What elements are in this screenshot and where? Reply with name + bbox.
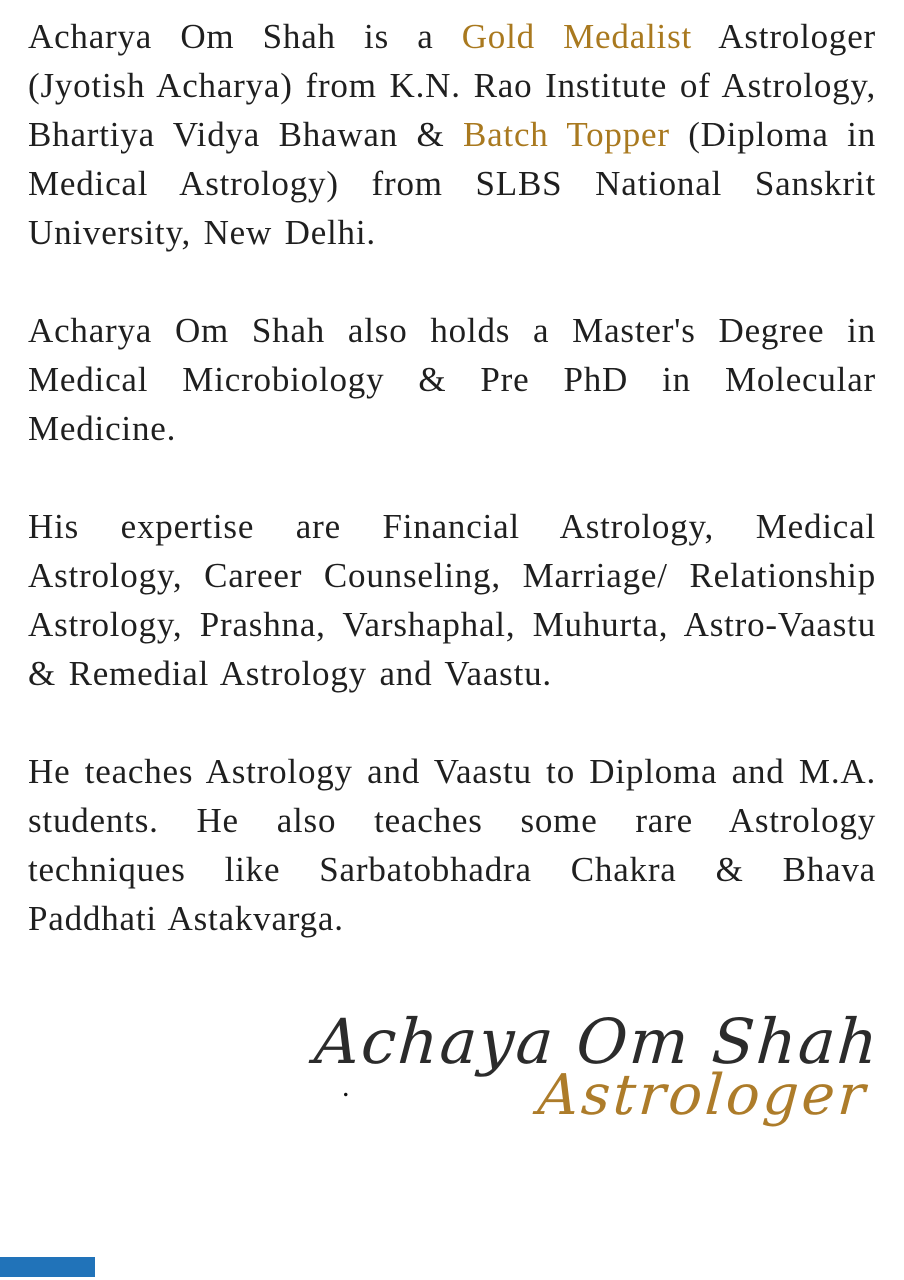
- highlight-gold-medalist: Gold Medalist: [461, 17, 693, 56]
- paragraph-text: Astrologer (Jyotish Acharya) from K.N. Rao Institute of Astrology, Bhartiya Vidya Bhawan &: [28, 17, 876, 154]
- paragraph-text: (Diploma in Medical Astrology) from SLBS National Sanskrit University, New Delhi.: [28, 115, 877, 252]
- bio-paragraph-expertise: His expertise are Financial Astrology, Medical Astrology, Career Counseling, Marriage/ Relationship Astrology, Prashna, Varshaphal, Muhurta, Astro-Vaastu & Remedial Astrology and Vaastu.: [28, 507, 876, 693]
- highlight-batch-topper: Batch Topper: [462, 115, 670, 154]
- bio-paragraph-teaching: He teaches Astrology and Vaastu to Diploma and M.A. students. He also teaches some rare Astrology techniques like Sarbatobhadra Chakra & Bhava Paddhati Astakvarga.: [28, 752, 876, 938]
- signature-block: [309, 1005, 883, 1129]
- stray-dot: .: [342, 1070, 350, 1103]
- signature-title: Astrologer: [536, 1063, 871, 1129]
- bio-paragraph-degrees: Acharya Om Shah also holds a Master's Degree in Medical Microbiology & Pre PhD in Molecular Medicine.: [28, 311, 876, 448]
- paragraph-text: Acharya Om Shah is a: [28, 17, 462, 56]
- bio-text: [28, 12, 876, 992]
- bio-paragraph-credentials: [28, 12, 876, 257]
- footer-blue-bar-fragment: [0, 1257, 95, 1277]
- signature-name: Achaya Om Shah: [312, 1005, 883, 1078]
